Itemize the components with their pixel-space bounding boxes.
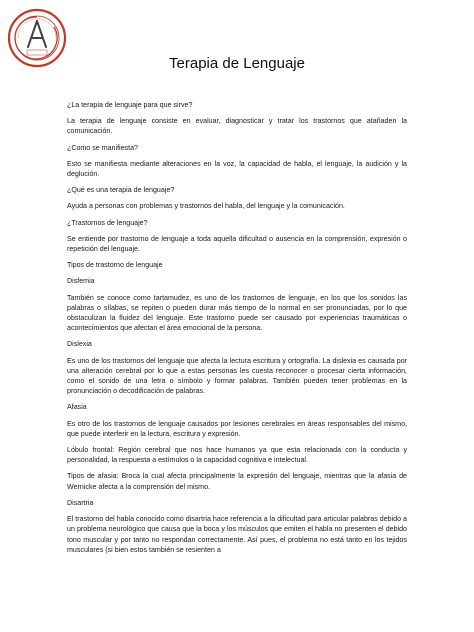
paragraph: Es otro de los trastornos de lenguaje causados por lesiones cerebrales en áreas responsables del mismo, que puede interferir en la lectura, escritura y expresión. bbox=[67, 419, 407, 438]
paragraph: El trastorno del habla conocido como disartria hace referencia a la dificultad para articular palabras debido a un problema neurológico que causa que la boca y los músculos que emiten el habla no presenten el debido tono muscular y por tanto no respondan correctamente. Así pues, el problema no está tanto en los tejidos musculares (si bien estos también se resienten a bbox=[67, 515, 407, 554]
section-heading: Dislexia bbox=[67, 340, 92, 349]
paragraph: Esto se manifiesta mediante alteraciones en la voz, la capacidad de habla, el lenguaje, la audición y la deglución. bbox=[67, 159, 407, 179]
section-heading: Tipos de trastorno de lenguaje bbox=[67, 261, 163, 270]
paragraph: Ayuda a personas con problemas y trastornos del habla, del lenguaje y la comunicación. bbox=[67, 202, 345, 211]
question-heading: ¿Trastornos de lenguaje? bbox=[67, 218, 148, 227]
question-heading: ¿Qué es una terapia de lenguaje? bbox=[67, 186, 175, 195]
paragraph: La terapia de lenguaje consiste en evaluar, diagnosticar y tratar los trastornos que atañaden la comunicación. bbox=[67, 117, 407, 136]
page-title: Terapia de Lenguaje bbox=[169, 55, 305, 72]
section-heading: Afasia bbox=[67, 403, 87, 412]
section-heading: Disartria bbox=[67, 498, 94, 507]
paragraph: Lóbulo frontal: Región cerebral que nos hace humanos ya que esta relacionada con la conducta y personalidad, la respuesta a estímulos o la capacidad cognitiva e intelectual. bbox=[67, 446, 407, 465]
document-body bbox=[67, 100, 407, 561]
paragraph: Tipos de afasia: Broca la cual afecta principalmente la expresión del lenguaje, mientras que la afasia de Wernicke afecta a la comprensión del mismo. bbox=[67, 472, 407, 491]
question-heading: ¿La terapia de lenguaje para que sirve? bbox=[67, 101, 193, 109]
question-heading: ¿Como se manifiesta? bbox=[67, 143, 138, 152]
section-heading: Disfemia bbox=[67, 277, 95, 286]
paragraph: Es uno de los trastornos del lenguaje que afecta la lectura escritura y ortografía. La dislexia es causada por una alteración cerebral por lo que a estas personas les cuesta reconocer o procesar cierta información, como el sonido de una letra o símbolo y formar palabras. También pueden tener problemas en la pronunciación o decodificación de palabras. bbox=[67, 356, 407, 396]
paragraph: También se conoce como tartamudez, es uno de los trastornos de lenguaje, en los que los sonidos las palabras o sílabas, se repiten o pueden durar más tiempo de lo normal en ser pronunciadas, por lo que obstaculizan la fluidez del lenguaje. Este trastorno puede ser causado por experiencias traumáticas o acontecimientos que afectan el área emocional de la persona. bbox=[67, 293, 407, 333]
paragraph: Se entiende por trastorno de lenguaje a toda aquella dificultad o ausencia en la comprensión, expresión o repetición del lenguaje. bbox=[67, 234, 407, 254]
